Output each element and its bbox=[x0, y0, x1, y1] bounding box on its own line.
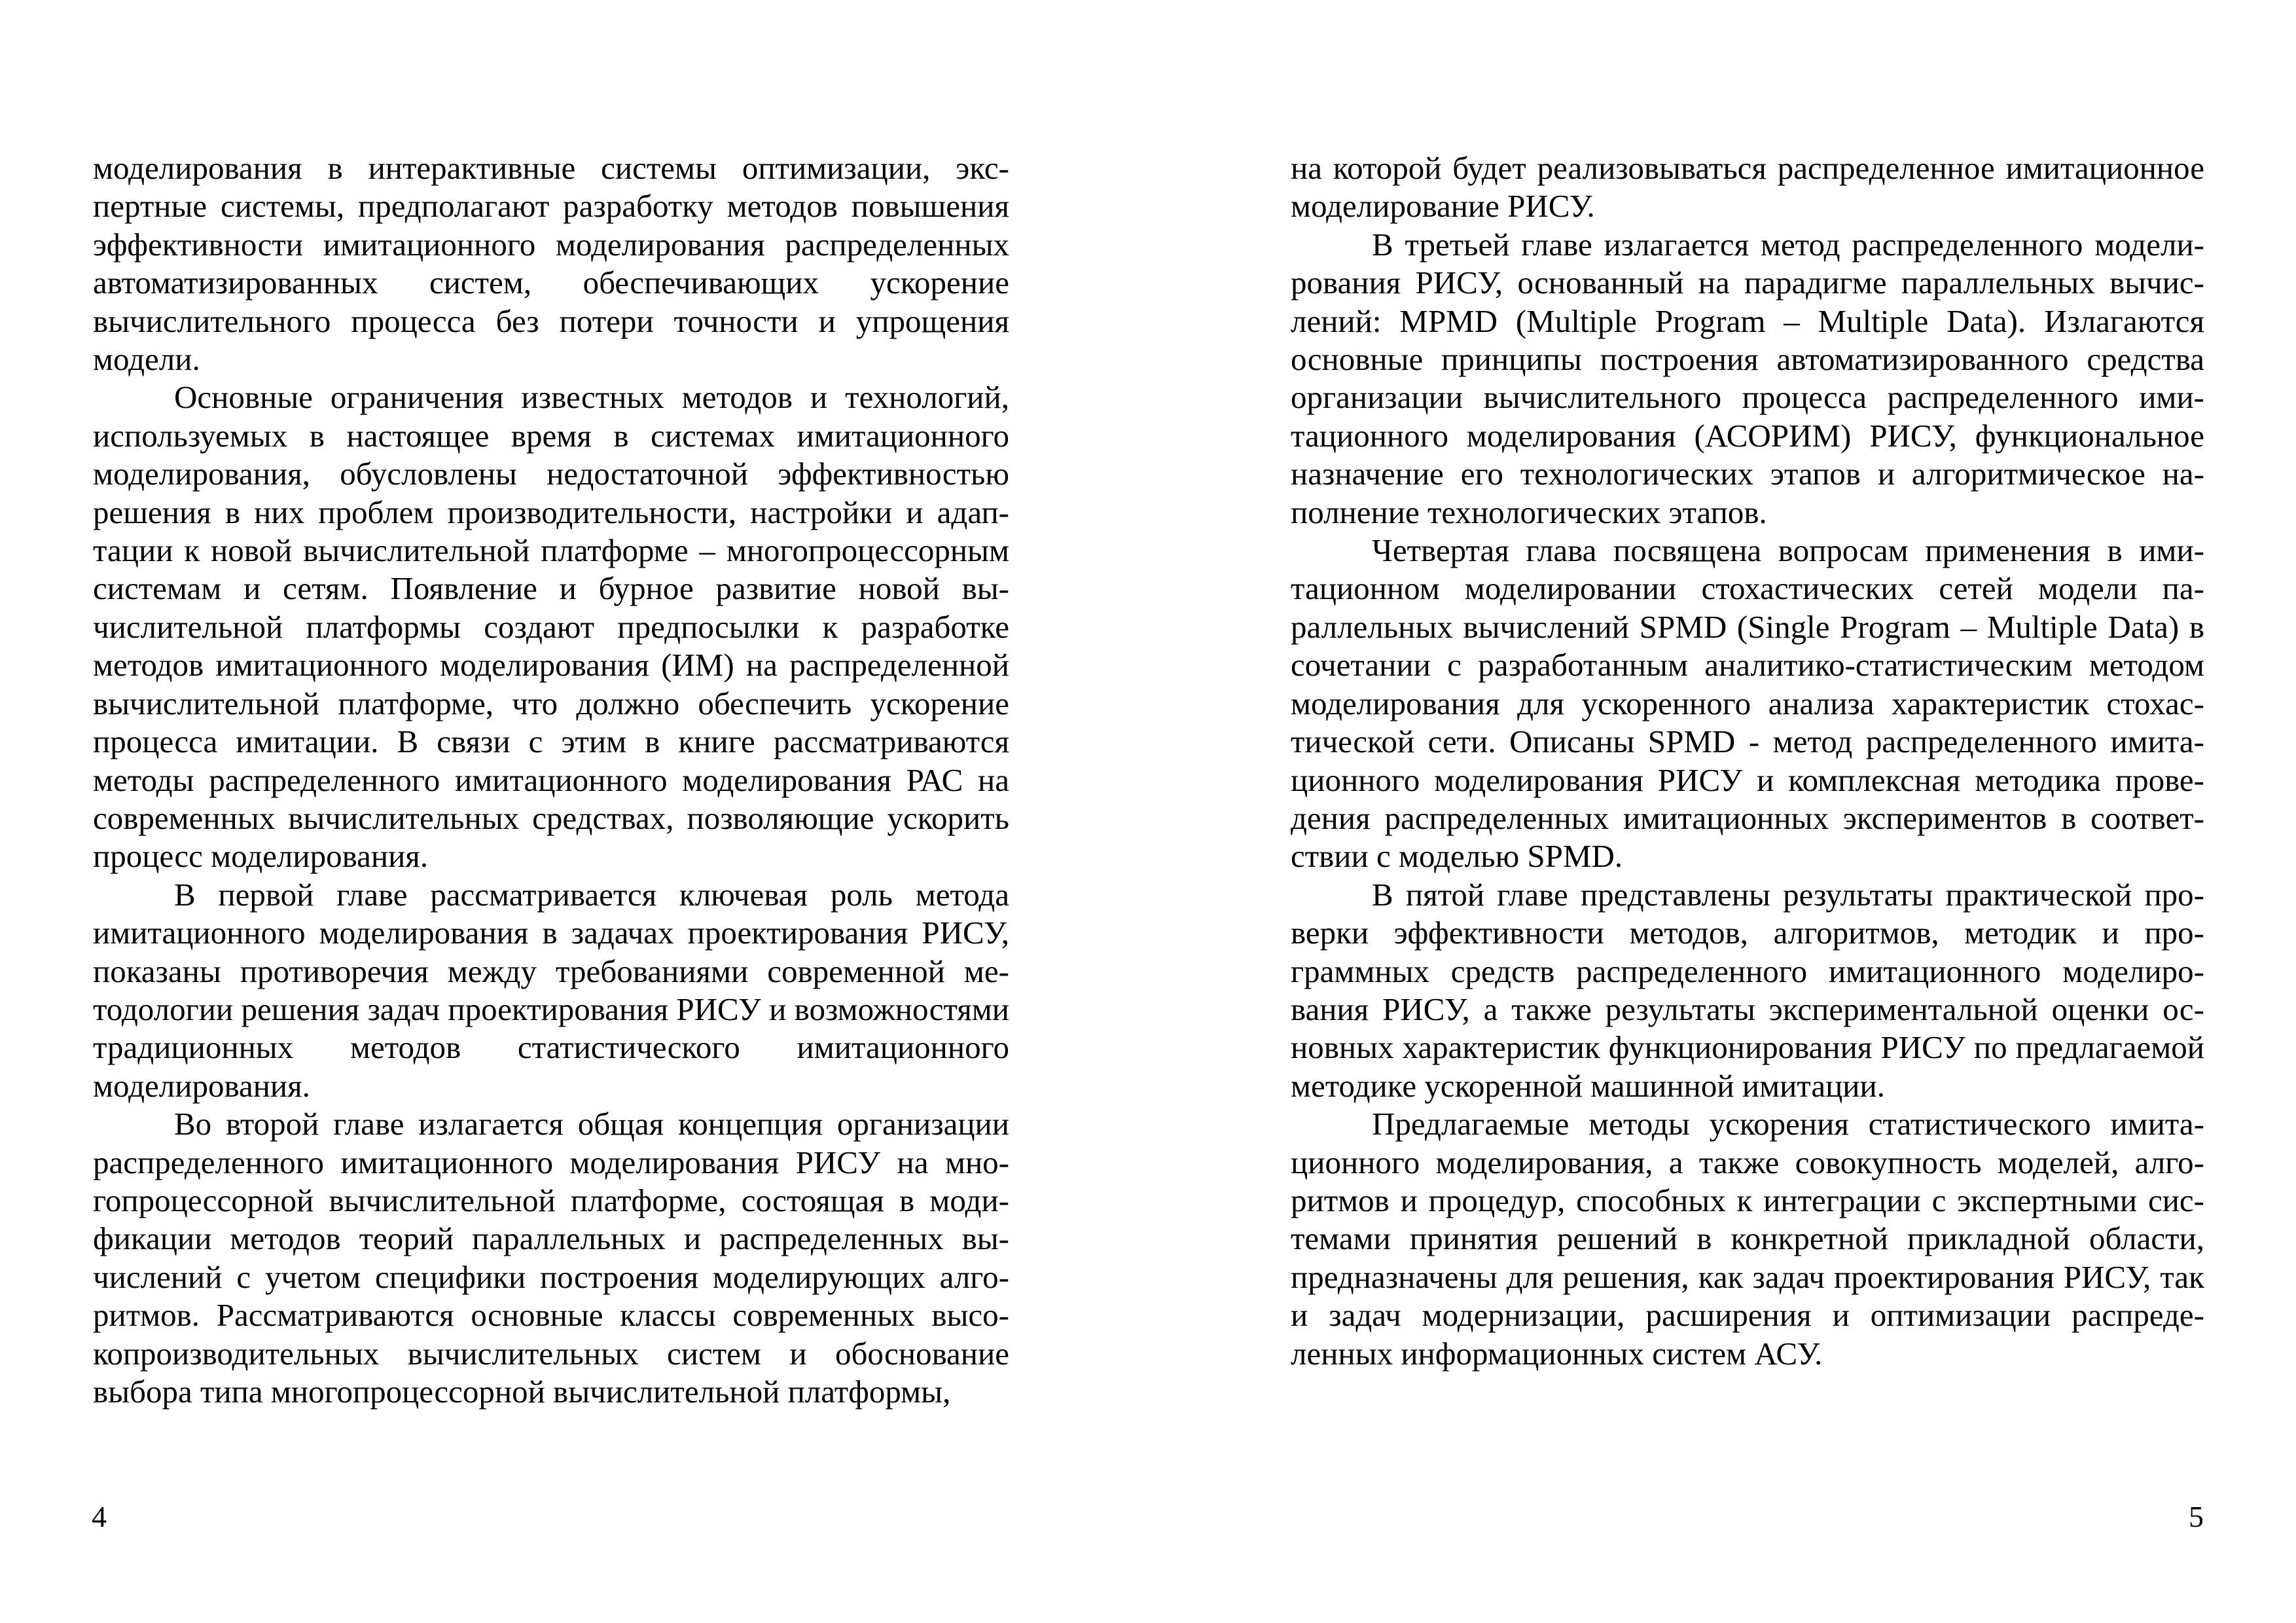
page-number: 4 bbox=[92, 1500, 107, 1533]
paragraph: Во второй главе излагается общая концепция организации распределенного имитационного моделирования РИСУ на многопроцессорной вычислительной платформе, состоящая в модификации методов теорий параллельных и распределенных вычислений с учетом специфики построения моделирующих алгоритмов. Рассматриваются основные классы современных высокопроизводительных вычислительных систем и обоснование выбора типа многопроцессорной вычислительной платформы, bbox=[93, 1106, 1009, 1410]
paragraph: В третьей главе излагается метод распределенного моделирования РИСУ, основанный на парадигме параллельных вычислений: MPMD (Multiple Program – Multiple Data). Излагаются основные принципы построения автоматизированного средства организации вычислительного процесса распределенного имитационного моделирования (АСОРИМ) РИСУ, функциональное назначение его технологических этапов и алгоритмическое наполнение технологических этапов. bbox=[1291, 226, 2204, 530]
paragraph: В первой главе рассматривается ключевая роль метода имитационного моделирования в задачах проектирования РИСУ, показаны противоречия между требованиями современной методологии решения задач проектирования РИСУ и возможностями традиционных методов статистического имитационного моделирования. bbox=[93, 876, 1009, 1104]
paragraph: В пятой главе представлены результаты практической проверки эффективности методов, алгоритмов, методик и программных средств распределенного имитационного моделирования РИСУ, а также результаты экспериментальной оценки основных характеристик функционирования РИСУ по предлагаемой методике ускоренной машинной имитации. bbox=[1291, 876, 2204, 1104]
paragraph: Основные ограничения известных методов и технологий, используемых в настоящее время в системах имитационного моделирования, обусловлены недостаточной эффективностью решения в них проблем производительности, настройки и адаптации к новой вычислительной платформе – многопроцессорным системам и сетям. Появление и бурное развитие новой вычислительной платформы создают предпосылки к разработке методов имитационного моделирования (ИМ) на распределенной вычислительной платформе, что должно обеспечить ускорение процесса имитации. В связи с этим в книге рассматриваются методы распределенного имитационного моделирования РАС на современных вычислительных средствах, позволяющие ускорить процесс моделирования. bbox=[93, 379, 1009, 875]
page-number: 5 bbox=[2189, 1500, 2204, 1533]
paragraph: Предлагаемые методы ускорения статистического имитационного моделирования, а также совокупность моделей, алгоритмов и процедур, способных к интеграции с экспертными системами принятия решений в конкретной прикладной области, предназначены для решения, как задач проектирования РИСУ, так и задач модернизации, расширения и оптимизации распределенных информационных систем АСУ. bbox=[1291, 1106, 2204, 1372]
right-page bbox=[1148, 0, 2296, 1623]
left-page-text bbox=[93, 149, 1009, 1411]
paragraph: Четвертая глава посвящена вопросам применения в имитационном моделировании стохастических сетей модели параллельных вычислений SPMD (Single Program – Multiple Data) в сочетании с разработанным аналитико-статистическим методом моделирования для ускоренного анализа характеристик стохастической сети. Описаны SPMD - метод распределенного имитационного моделирования РИСУ и комплексная методика проведения распределенных имитационных экспериментов в соответствии с моделью SPMD. bbox=[1291, 532, 2204, 875]
paragraph: на которой будет реализовываться распределенное имитационное моделирование РИСУ. bbox=[1291, 150, 2204, 225]
right-page-text bbox=[1291, 149, 2204, 1373]
paragraph: моделирования в интерактивные системы оптимизации, экспертные системы, предполагают разработку методов повышения эффективности имитационного моделирования распределенных автоматизированных систем, обеспечивающих ускорение вычислительного процесса без потери точности и упрощения модели. bbox=[93, 150, 1009, 378]
